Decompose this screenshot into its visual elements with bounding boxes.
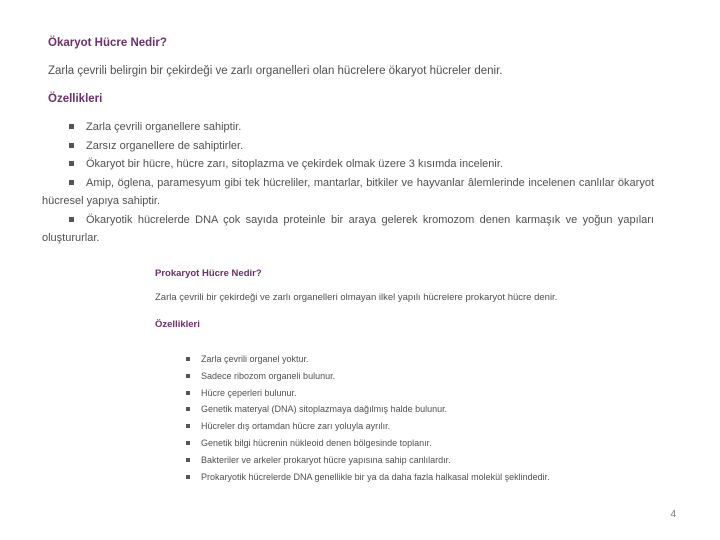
bullet-icon bbox=[69, 124, 74, 129]
list-item bbox=[186, 401, 550, 418]
list-item-text: Bakteriler ve arkeler prokaryot hücre yapısına sahip canlılardır. bbox=[201, 454, 451, 465]
list-item bbox=[42, 118, 654, 137]
bullet-icon bbox=[186, 424, 190, 428]
list-item bbox=[186, 368, 550, 385]
page-number: 4 bbox=[670, 509, 676, 520]
list-item bbox=[42, 211, 654, 248]
bullet-icon bbox=[69, 180, 74, 185]
prokaryote-features-heading: Özellikleri bbox=[155, 319, 200, 330]
list-item-text: Sadece ribozom organeli bulunur. bbox=[201, 370, 336, 381]
list-item bbox=[186, 418, 550, 435]
list-item bbox=[186, 452, 550, 469]
list-item-text: Hücreler dış ortamdan hücre zarı yoluyla ayrılır. bbox=[201, 421, 391, 432]
list-item bbox=[42, 137, 654, 156]
bullet-icon bbox=[186, 391, 190, 395]
bullet-icon bbox=[69, 217, 74, 222]
bullet-icon bbox=[186, 475, 190, 479]
list-item-text: Ökaryotik hücrelerde DNA çok sayıda proteinle bir araya gelerek kromozom denen karmaşık ve yoğun yapıları oluştururlar. bbox=[42, 213, 654, 244]
prokaryote-title: Prokaryot Hücre Nedir? bbox=[155, 268, 262, 279]
list-item-text: Ökaryot bir hücre, hücre zarı, sitoplazma ve çekirdek olmak üzere 3 kısımda incelenir. bbox=[86, 158, 503, 170]
list-item-text: Prokaryotik hücrelerde DNA genellikle bir ya da daha fazla halkasal molekül şeklindedir. bbox=[201, 471, 550, 482]
eukaryote-features-list bbox=[42, 118, 654, 248]
bullet-icon bbox=[186, 357, 190, 361]
eukaryote-features-heading: Özellikleri bbox=[48, 93, 103, 105]
bullet-icon bbox=[186, 407, 190, 411]
list-item-text: Zarla çevrili organel yoktur. bbox=[201, 354, 309, 364]
list-item-text: Zarla çevrili organellere sahiptir. bbox=[86, 121, 242, 133]
list-item-text: Genetik materyal (DNA) sitoplazmaya dağılmış halde bulunur. bbox=[201, 404, 448, 415]
prokaryote-definition: Zarla çevrili bir çekirdeği ve zarlı organelleri olmayan ilkel yapılı hücrelere prokaryot hücre denir. bbox=[155, 292, 558, 303]
list-item bbox=[186, 469, 550, 486]
eukaryote-definition: Zarla çevrili belirgin bir çekirdeği ve zarlı organelleri olan hücrelere ökaryot hücreler denir. bbox=[48, 65, 503, 77]
eukaryote-title: Ökaryot Hücre Nedir? bbox=[48, 37, 167, 49]
bullet-icon bbox=[69, 143, 74, 148]
list-item bbox=[42, 174, 654, 211]
bullet-icon bbox=[186, 458, 190, 462]
bullet-icon bbox=[186, 441, 190, 445]
bullet-icon bbox=[69, 161, 74, 166]
list-item-text: Hücre çeperleri bulunur. bbox=[201, 387, 297, 398]
list-item bbox=[42, 155, 654, 174]
list-item-text: Zarsız organellere de sahiptirler. bbox=[86, 139, 244, 152]
list-item bbox=[186, 351, 550, 368]
prokaryote-features-list bbox=[186, 351, 550, 485]
list-item bbox=[186, 385, 550, 402]
list-item-text: Amip, öglena, paramesyum gibi tek hücreliler, mantarlar, bitkiler ve hayvanlar âlemlerinde incelenen canlılar ökaryot hücresel yapıya sahiptir. bbox=[42, 176, 654, 207]
list-item-text: Genetik bilgi hücrenin nükleoid denen bölgesinde toplanır. bbox=[201, 437, 432, 448]
list-item bbox=[186, 435, 550, 452]
bullet-icon bbox=[186, 374, 190, 378]
